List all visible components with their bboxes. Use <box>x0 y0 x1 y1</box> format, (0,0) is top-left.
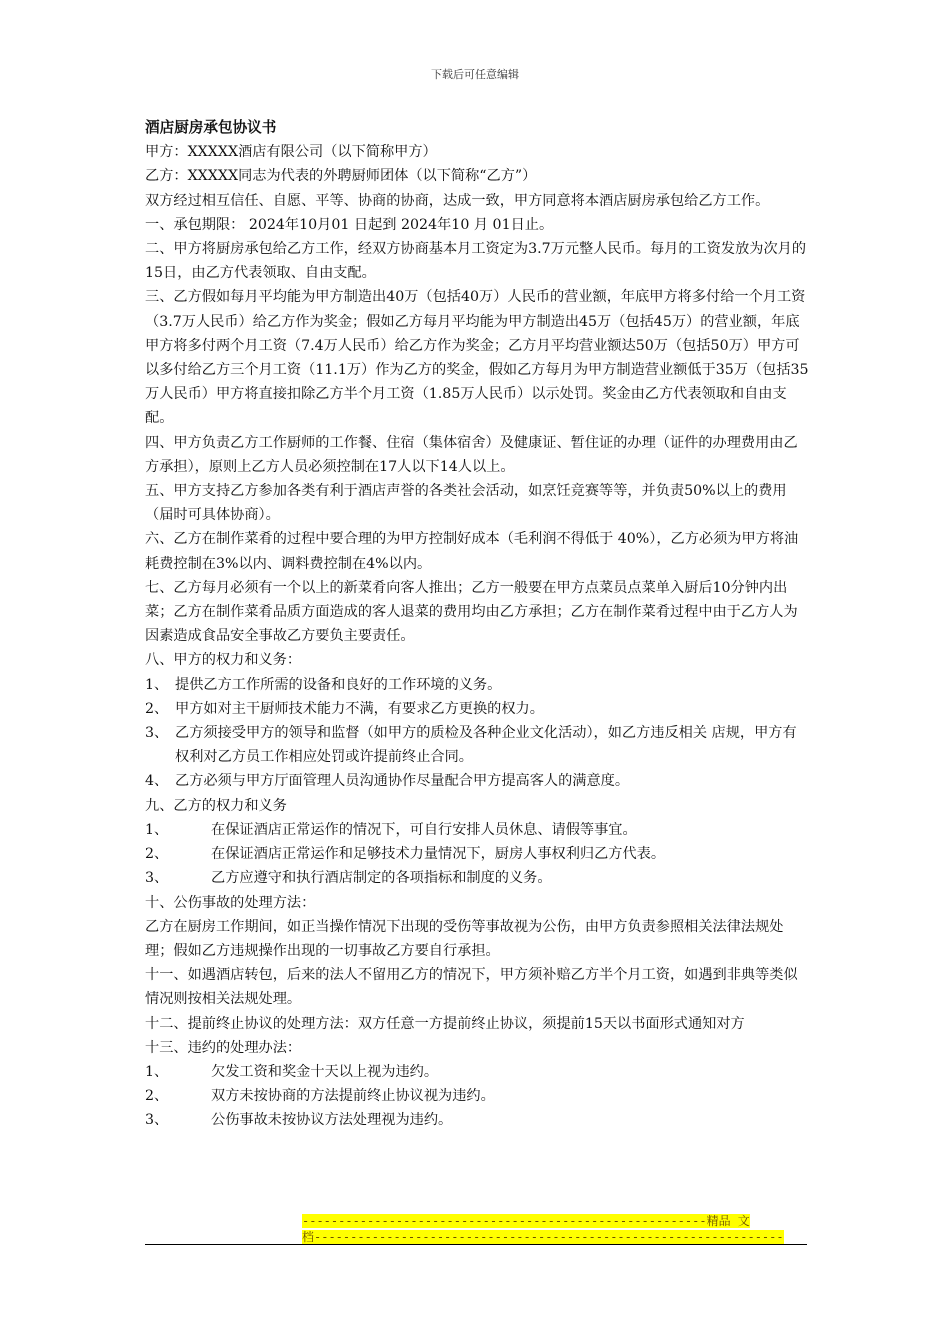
item-number: 3、 <box>145 1112 169 1129</box>
clause-7: 七、乙方每月必须有一个以上的新菜肴向客人推出；乙方一般要在甲方点菜员点菜单入厨后10分钟内出菜；乙方在制作菜肴品质方面造成的客人退菜的费用均由乙方承担；乙方在制作菜肴过程中由于乙方人为因素造成食品安全事故乙方要负主要责任。 <box>145 579 798 645</box>
footer-line-1: --------------------------------------------------------精品 文 <box>302 1214 750 1228</box>
page-header: 下载后可任意编辑 <box>431 68 519 81</box>
footer-watermark <box>302 1213 784 1245</box>
item-text: 欠发工资和奖金十天以上视为违约。 <box>211 1063 439 1080</box>
item-number: 3、 <box>145 870 169 887</box>
item-text: 双方未按协商的方法提前终止协议视为违约。 <box>211 1088 495 1105</box>
item-number: 1、 <box>145 1063 169 1080</box>
section-8-item <box>145 769 809 793</box>
party-b: 乙方：XXXXX同志为代表的外聘厨师团体（以下简称“乙方”） <box>145 168 537 185</box>
clause-1: 一、承包期限： 2024年10月01 日起到 2024年10 月 01日止。 <box>145 216 554 233</box>
clause-6: 六、乙方在制作菜肴的过程中要合理的为甲方控制好成本（毛利润不得低于 40%），乙方必须为甲方将油耗费控制在3%以内、调料费控制在4%以内。 <box>145 531 799 572</box>
item-number: 3、 <box>145 725 169 742</box>
item-number: 4、 <box>145 773 169 790</box>
section-8-title: 八、甲方的权力和义务： <box>145 652 302 669</box>
section-8-item <box>145 673 809 697</box>
section-9-item <box>145 818 809 842</box>
item-number: 1、 <box>145 676 169 693</box>
document-body <box>145 116 809 1133</box>
section-8-item <box>145 721 809 769</box>
section-10-title: 十、公伤事故的处理方法： <box>145 894 316 911</box>
item-text: 乙方须接受甲方的领导和监督（如甲方的质检及各种企业文化活动），如乙方违反相关 店规，甲方有权利对乙方员工作相应处罚或许提前终止合同。 <box>175 725 797 766</box>
section-9-title: 九、乙方的权力和义务 <box>145 797 287 814</box>
document-title: 酒店厨房承包协议书 <box>145 119 277 136</box>
section-13-title: 十三、违约的处理办法： <box>145 1039 302 1056</box>
item-text: 乙方应遵守和执行酒店制定的各项指标和制度的义务。 <box>211 870 552 887</box>
item-text: 提供乙方工作所需的设备和良好的工作环境的义务。 <box>175 676 502 693</box>
section-13-item <box>145 1108 809 1132</box>
clause-5: 五、甲方支持乙方参加各类有利于酒店声誉的各类社会活动，如烹饪竞赛等等，并负责50%以上的费用（届时可具体协商）。 <box>145 483 787 524</box>
clause-4: 四、甲方负责乙方工作厨师的工作餐、住宿（集体宿舍）及健康证、暂住证的办理（证件的办理费用由乙方承担），原则上乙方人员必须控制在17人以下14人以上。 <box>145 434 798 475</box>
section-9-item <box>145 866 809 890</box>
item-number: 2、 <box>145 700 169 717</box>
section-13-item <box>145 1084 809 1108</box>
item-text: 甲方如对主干厨师技术能力不满，有要求乙方更换的权力。 <box>175 700 544 717</box>
item-text: 在保证酒店正常运作和足够技术力量情况下，厨房人事权利归乙方代表。 <box>211 846 666 863</box>
item-text: 公伤事故未按协议方法处理视为违约。 <box>211 1112 453 1129</box>
item-number: 1、 <box>145 821 169 838</box>
clause-3: 三、乙方假如每月平均能为甲方制造出40万（包括40万）人民币的营业额，年底甲方将多付给一个月工资（3.7万人民币）给乙方作为奖金；假如乙方每月平均能为甲方制造出45万（包括45万）的营业额，年底甲方将多付两个月工资（7.4万人民币）给乙方作为奖金；乙方月平均营业额达50万（包括50万）甲方可以多付给乙方三个月工资（11.1万）作为乙方的奖金，假如乙方每月为甲方制造营业额低于35万（包括35万人民币）甲方将直接扣除乙方半个月工资（1.85万人民币）以示处罚。奖金由乙方代表领取和自由支配。 <box>145 289 809 427</box>
clause-2: 二、甲方将厨房承包给乙方工作，经双方协商基本月工资定为3.7万元整人民币。每月的工资发放为次月的15日，由乙方代表领取、自由支配。 <box>145 241 807 282</box>
item-number: 2、 <box>145 1088 169 1105</box>
party-a: 甲方：XXXXX酒店有限公司（以下简称甲方） <box>145 144 437 161</box>
item-number: 2、 <box>145 846 169 863</box>
section-11-text: 十一、如遇酒店转包，后来的法人不留用乙方的情况下，甲方须补赔乙方半个月工资，如遇到非典等类似情况则按相关法规处理。 <box>145 967 798 1008</box>
section-12-text: 十二、提前终止协议的处理方法：双方任意一方提前终止协议，须提前15天以书面形式通知对方 <box>145 1015 745 1032</box>
section-10-text: 乙方在厨房工作期间，如正当操作情况下出现的受伤等事故视为公伤，由甲方负责参照相关法律法规处理；假如乙方违规操作出现的一切事故乙方要自行承担。 <box>145 918 784 959</box>
footer-rule <box>145 1244 807 1245</box>
section-8-item <box>145 697 809 721</box>
footer-line-2: 档----------------------------------------------------------------- <box>302 1230 784 1244</box>
section-13-item <box>145 1060 809 1084</box>
item-text: 在保证酒店正常运作的情况下，可自行安排人员休息、请假等事宜。 <box>211 821 637 838</box>
section-9-item <box>145 842 809 866</box>
item-text: 乙方必须与甲方厅面管理人员沟通协作尽量配合甲方提高客人的满意度。 <box>175 773 630 790</box>
preamble: 双方经过相互信任、自愿、平等、协商的协商，达成一致，甲方同意将本酒店厨房承包给乙方工作。 <box>145 192 770 209</box>
